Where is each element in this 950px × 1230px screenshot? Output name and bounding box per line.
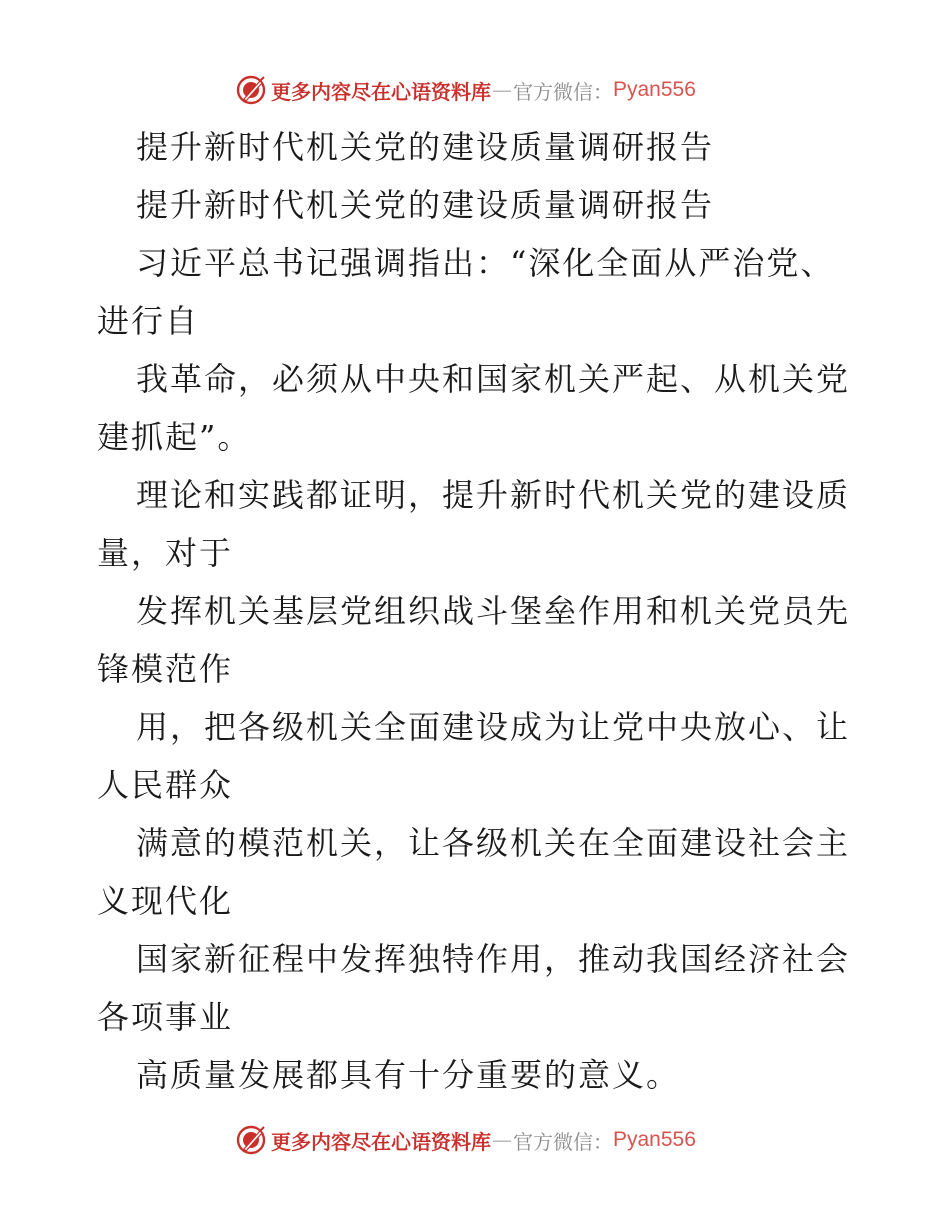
text-line: 义现代化 [97, 882, 234, 920]
text-line: 进行自 [97, 302, 200, 340]
text-line: 提升新时代机关党的建设质量调研报告 [136, 128, 715, 166]
text-line: 我革命，必须从中央和国家机关严起、从机关党 [136, 360, 851, 398]
text-line: 建抓起”。 [97, 418, 252, 456]
text-line: 锋模范作 [97, 650, 234, 688]
text-line: 量，对于 [97, 534, 234, 572]
watermark-text: 更多内容尽在心语资料库 [271, 79, 491, 104]
watermark-official-label: 官方微信： [513, 1129, 613, 1154]
pen-logo-icon [235, 74, 267, 106]
pen-logo-icon [235, 1124, 267, 1156]
text-line: 高质量发展都具有十分重要的意义。 [136, 1056, 681, 1094]
text-line: 人民群众 [97, 766, 234, 804]
text-line: 国家新征程中发挥独特作用，推动我国经济社会 [136, 940, 851, 978]
watermark-wechat-id: Pyan556 [613, 1128, 696, 1151]
document-body [97, 118, 857, 1104]
watermark-dash: — [492, 78, 512, 102]
text-line: 提升新时代机关党的建设质量调研报告 [136, 186, 715, 224]
watermark-official-label: 官方微信： [513, 79, 613, 104]
footer-watermark [235, 1123, 696, 1157]
text-line: 用，把各级机关全面建设成为让党中央放心、让 [136, 708, 851, 746]
text-line: 满意的模范机关，让各级机关在全面建设社会主 [136, 824, 851, 862]
watermark-dash: — [492, 1128, 512, 1152]
watermark-text: 更多内容尽在心语资料库 [271, 1129, 491, 1154]
watermark-wechat-id: Pyan556 [613, 78, 696, 101]
text-line: 各项事业 [97, 998, 234, 1036]
text-line: 习近平总书记强调指出：“深化全面从严治党、 [136, 244, 835, 282]
header-watermark [235, 73, 696, 107]
text-line: 发挥机关基层党组织战斗堡垒作用和机关党员先 [136, 592, 851, 630]
text-line: 理论和实践都证明，提升新时代机关党的建设质 [136, 476, 851, 514]
